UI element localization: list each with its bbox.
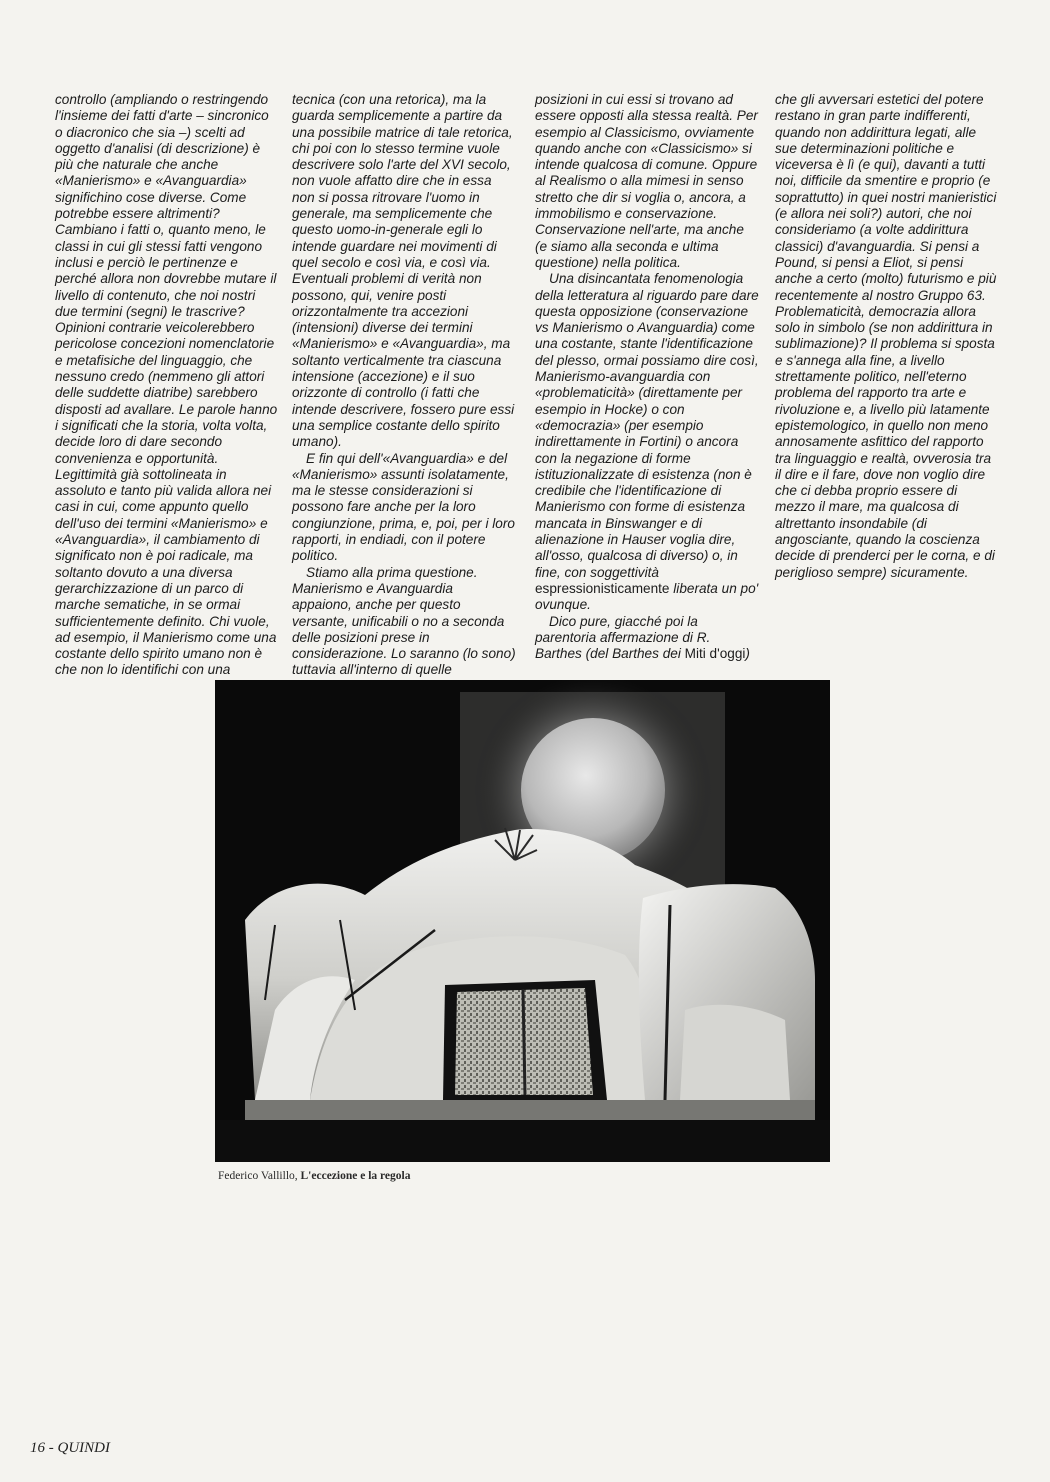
paragraph bbox=[535, 271, 759, 613]
paragraph: posizioni in cui essi si trovano ad essere opposti alla stessa realtà. Per esempio al Classicismo, ovviamente quando anche con «Classicismo» si intende qualcosa di comune. Oppure al Realismo o alla mimesi in senso stretto che dir si voglia o, ancora, a immobilismo e conservazione. Conservazione nell'arte, ma anche (e siamo alla seconda e ultima questione) nella politica. bbox=[535, 92, 758, 270]
page-footer-folio: 16 - QUINDI bbox=[30, 1440, 110, 1456]
text-column-3 bbox=[535, 92, 759, 662]
paragraph: Stiamo alla prima questione. Manierismo e Avanguardia appaiono, anche per questo versante, unificabili o no a seconda delle posizioni prese in considerazione. Lo saranno (lo sono) tuttavia all'interno di quelle bbox=[292, 564, 516, 678]
paragraph: E fin qui dell'«Avanguardia» e del «Manierismo» assunti isolatamente, ma le stesse considerazioni si possono fare anche per la loro congiunzione, prima, e, poi, per i loro rapporti, in endiadi, con il potere politico. bbox=[292, 450, 515, 564]
text-run: Una disincantata fenomenologia della letteratura al riguardo pare dare questa opposizione (conservazione vs Manierismo o Avanguardia) come una costante, stante l'identificazione del plesso, ormai possiamo dire così, Manierismo-avanguardia con «problematicità» (direttamente per esempio in Hocke) o con «democrazia» (per esempio indirettamente in Fortini) o ancora con la negazione di forme istituzionalizzate di esistenza (non è credibile che l'identificazione di Manierismo con forme di esistenza mancata in Binswanger e di alienazione in Hauser voglia dire, all'osso, qualcosa di diverso) o, in fine, con soggettività bbox=[535, 271, 759, 580]
caption-title: L'eccezione e la regola bbox=[300, 1170, 411, 1182]
figure-caption bbox=[218, 1170, 410, 1182]
text-run: ) bbox=[745, 646, 750, 662]
text-column-4 bbox=[775, 92, 999, 581]
book-title: Miti d'oggi bbox=[684, 646, 746, 662]
stage-model-illustration bbox=[215, 680, 830, 1162]
text-run: Dico pure, giacché poi la parentoria affermazione di R. Barthes (del Barthes dei bbox=[535, 613, 711, 662]
paragraph bbox=[535, 614, 759, 663]
text-run: liberata un po' ovunque. bbox=[535, 580, 759, 613]
paragraph: che gli avversari estetici del potere restano in gran parte indifferenti, quando non addirittura legati, alle sue determinazioni politiche e viceversa è lì (e qui), davanti a tutti noi, difficile da smentire e proprio (e soprattutto) in quei nostri manieristici (e allora nei soli?) autori, che noi consideriamo (a volte addirittura classici) d'avanguardia. Si pensi a Pound, si pensi a Eliot, si pensi anche a certo (molto) futurismo e più recentemente al nostro Gruppo 63. Problematicità, democrazia allora solo in simbolo (se non addirittura in sublimazione)? Il problema si sposta e s'annega alla fine, a livello strettamente politico, nell'eterno problema del rapporto tra arte e rivoluzione e, a livello più latamente epistemologico, in quello non meno annosamente asfittico del rapporto tra linguaggio e realtà, ovverosia tra il dire e il fare, dove non voglio dire che ci debba proprio essere di mezzo il mare, ma qualcosa di altrettanto insondabile (di angosciante, quando la coscienza decide di prenderci per le corna, e di periglioso sempre) sicuramente. bbox=[775, 92, 997, 580]
text-column-2 bbox=[292, 92, 516, 679]
paragraph: controllo (ampliando o restringendo l'insieme dei fatti d'arte – sincronico o diacronico che sia –) scelti ad oggetto d'analisi (di descrizione) è più che naturale che anche «Manierismo» e «Avanguardia» significhino cose diverse. Come potrebbe essere altrimenti? Cambiano i fatti o, quanto meno, le classi in cui gli stessi fatti vengono inclusi e perciò le pertinenze e perché allora non dovrebbe mutare il livello di contenuto, che noi nostri due termini (segni) le trascrive? Opinioni contrarie veicolerebbero pericolose concezioni nomenclatorie e metafisiche del linguaggio, che nessuno credo (nemmeno gli attori delle suddette diatribe) sarebbero disposti ad avallare. Le parole hanno i significati che la storia, volta volta, decide loro di dare secondo convenienza e opportunità. Legittimità già sottolineata in assoluto e tanto più valida allora nei casi in cui, come appunto quello dell'uso dei termini «Manierismo» e «Avanguardia», il cambiamento di significato non è poi radicale, ma soltanto dovuto a una diversa gerarchizzazione di un parco di marche sematiche, in se ormai sufficientemente definito. Chi vuole, ad esempio, il Manierismo come una costante dello spirito umano non è che non lo identifichi con una bbox=[55, 92, 278, 678]
upright-word: espressionisticamente bbox=[535, 580, 670, 596]
stage-set-photo bbox=[215, 680, 830, 1162]
paragraph: tecnica (con una retorica), ma la guarda semplicemente a partire da una possibile matrice di tale retorica, chi poi con lo stesso termine vuole descrivere solo l'arte del XVI secolo, non vuole affatto dire che in essa non si possa ritrovare l'uomo in generale, ma semplicemente che questo uomo-in-generale egli lo intende guardare nei movimenti di quel secolo e così via, e così via. Eventuali problemi di verità non possono, qui, venire posti orizzontalmente tra accezioni (intensioni) diverse dei termini «Manierismo» e «Avanguardia», ma soltanto verticalmente tra ciascuna intensione (accezione) e il suo orizzonte di controllo (i fatti che intende descrivere, fossero pure essi una semplice costante dello spirito umano). bbox=[292, 92, 515, 450]
text-column-1 bbox=[55, 92, 279, 679]
caption-author: Federico Vallillo, bbox=[218, 1170, 298, 1182]
